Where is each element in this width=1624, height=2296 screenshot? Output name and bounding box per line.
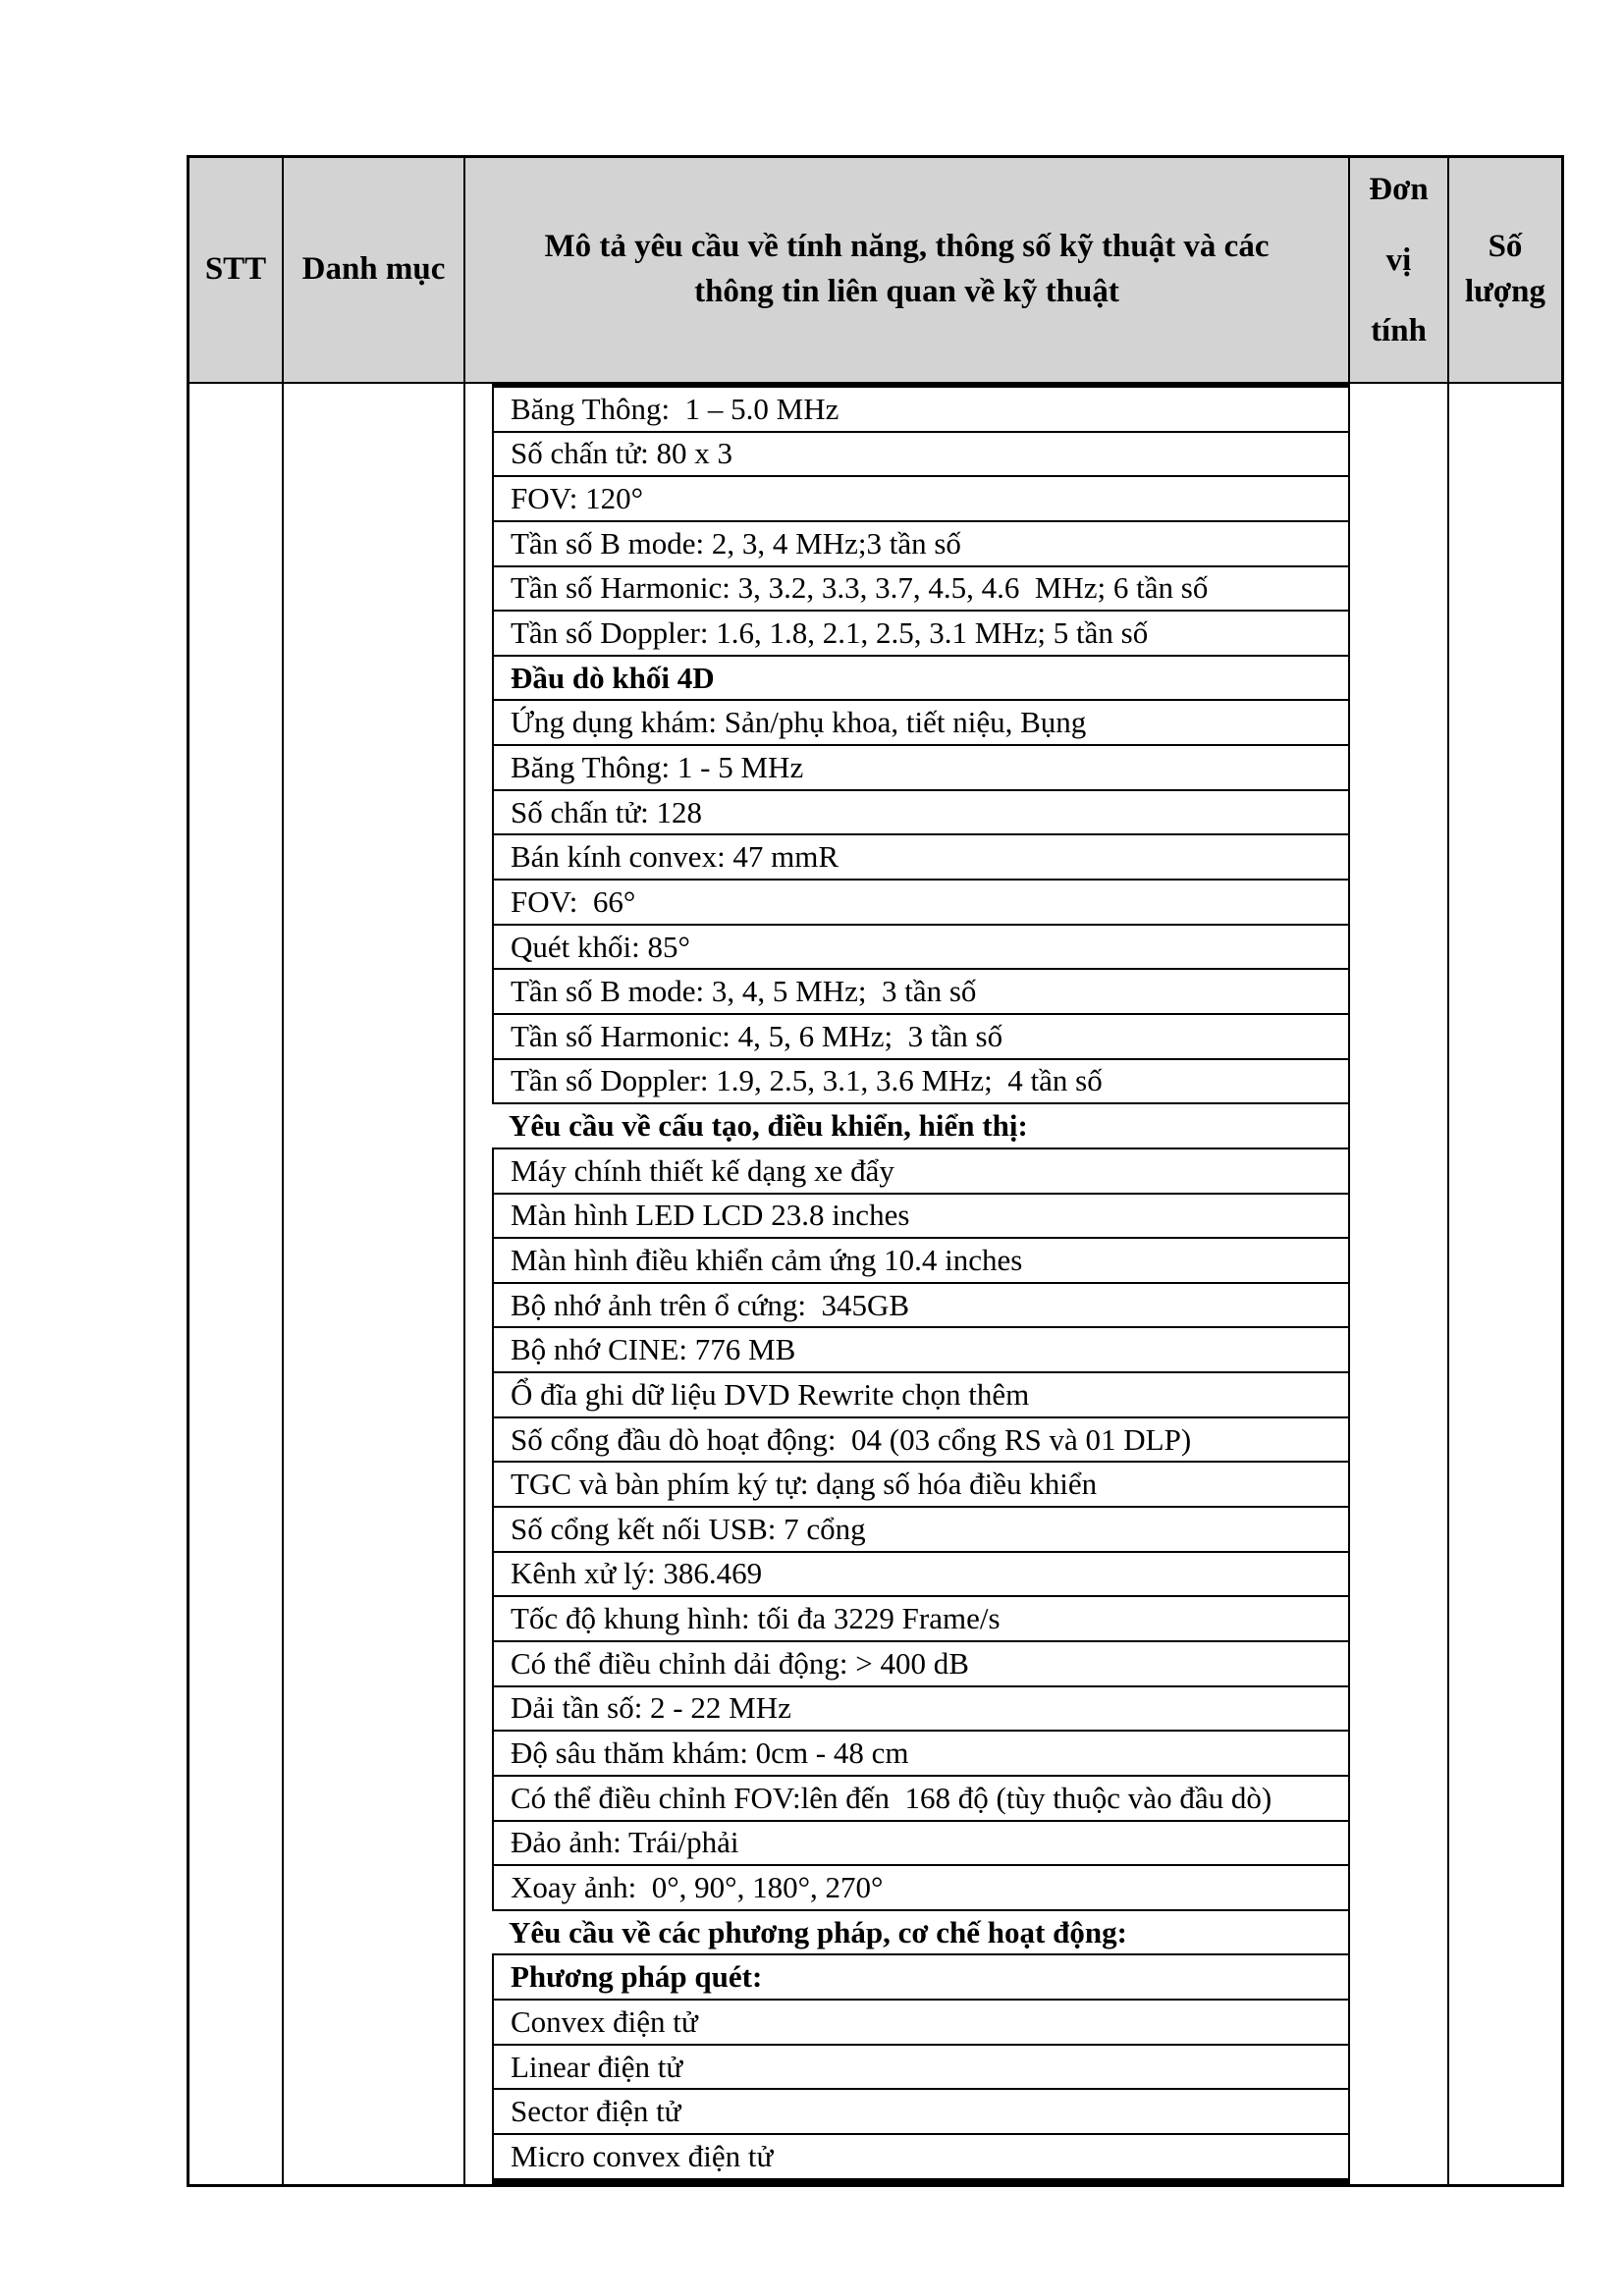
stt-column-empty [189,384,284,2184]
header-don-vi-tinh [1350,158,1449,382]
spec-row: Sector điện tử [492,2090,1348,2135]
spec-row: Tần số B mode: 2, 3, 4 MHz;3 tần số [492,522,1348,567]
spec-row: Độ sâu thăm khám: 0cm - 48 cm [492,1732,1348,1777]
spec-row: Dải tần số: 2 - 22 MHz [492,1687,1348,1733]
spec-row: Số cổng đầu dò hoạt động: 04 (03 cổng RS và 01 DLP) [492,1418,1348,1464]
header-so-luong: Số lượng [1464,229,1546,309]
spec-row: Tần số Doppler: 1.6, 1.8, 2.1, 2.5, 3.1 MHz; 5 tần số [492,612,1348,657]
so-luong-column-empty [1449,384,1561,2184]
header-danh-muc: Danh mục [284,158,465,382]
spec-row: Đảo ảnh: Trái/phải [492,1822,1348,1867]
table-body-row [189,384,1561,2184]
spec-row: Quét khối: 85° [492,926,1348,971]
spec-row: Tần số B mode: 3, 4, 5 MHz; 3 tần số [492,970,1348,1015]
spec-row: Bán kính convex: 47 mmR [492,835,1348,881]
spec-row: Tần số Harmonic: 3, 3.2, 3.3, 3.7, 4.5, 4.6 MHz; 6 tần số [492,567,1348,613]
header-don-vi-tinh-line2: vị [1385,242,1412,279]
spec-row: Số chấn tử: 128 [492,791,1348,836]
header-don-vi-tinh-line3: tính [1371,313,1427,349]
danh-muc-column-empty [284,384,465,2184]
spec-row: TGC và bàn phím ký tự: dạng số hóa điều khiển [492,1463,1348,1508]
spec-row: Ổ đĩa ghi dữ liệu DVD Rewrite chọn thêm [492,1373,1348,1418]
header-mo-ta: Mô tả yêu cầu về tính năng, thông số kỹ thuật và các thông tin liên quan về kỹ thuật [465,158,1350,382]
spec-row: Bộ nhớ CINE: 776 MB [492,1328,1348,1373]
spec-list [492,384,1348,2184]
spec-row: Tốc độ khung hình: tối đa 3229 Frame/s [492,1597,1348,1642]
spec-row: Bộ nhớ ảnh trên ổ cứng: 345GB [492,1284,1348,1329]
spec-row: Convex điện tử [492,2001,1348,2046]
don-vi-tinh-column-empty [1350,384,1449,2184]
table-header-row [189,158,1561,384]
spec-row: Băng Thông: 1 – 5.0 MHz [492,388,1348,433]
spec-row: Có thể điều chỉnh FOV:lên đến 168 độ (tùy thuộc vào đầu dò) [492,1777,1348,1822]
spec-row: Đầu dò khối 4D [492,657,1348,702]
mo-ta-column [465,384,1350,2184]
spec-row: Tần số Doppler: 1.9, 2.5, 3.1, 3.6 MHz; 4 tần số [492,1060,1348,1105]
spec-row: Số cổng kết nối USB: 7 cổng [492,1508,1348,1553]
spec-section-header: Yêu cầu về cấu tạo, điều khiển, hiển thị: [492,1104,1348,1149]
header-stt: STT [189,158,284,382]
spec-row: Băng Thông: 1 - 5 MHz [492,746,1348,791]
spec-row: Màn hình LED LCD 23.8 inches [492,1195,1348,1240]
spec-row: Kênh xử lý: 386.469 [492,1553,1348,1598]
spec-row: Ứng dụng khám: Sản/phụ khoa, tiết niệu, Bụng [492,701,1348,746]
spec-row: Phương pháp quét: [492,1955,1348,2001]
spec-row: Micro convex điện tử [492,2135,1348,2180]
spec-row: FOV: 66° [492,881,1348,926]
spec-row: Tần số Harmonic: 4, 5, 6 MHz; 3 tần số [492,1015,1348,1060]
header-don-vi-tinh-line1: Đơn [1369,172,1429,207]
spec-row: Linear điện tử [492,2046,1348,2091]
spec-row: Xoay ảnh: 0°, 90°, 180°, 270° [492,1866,1348,1911]
spec-section-header: Yêu cầu về các phương pháp, cơ chế hoạt động: [492,1911,1348,1956]
spec-row: FOV: 120° [492,477,1348,522]
spec-row: Có thể điều chỉnh dải động: > 400 dB [492,1642,1348,1687]
spec-row: Số chấn tử: 80 x 3 [492,433,1348,478]
spec-row: Màn hình điều khiển cảm ứng 10.4 inches [492,1239,1348,1284]
spec-row: Máy chính thiết kế dạng xe đẩy [492,1149,1348,1195]
specification-table [187,155,1564,2187]
